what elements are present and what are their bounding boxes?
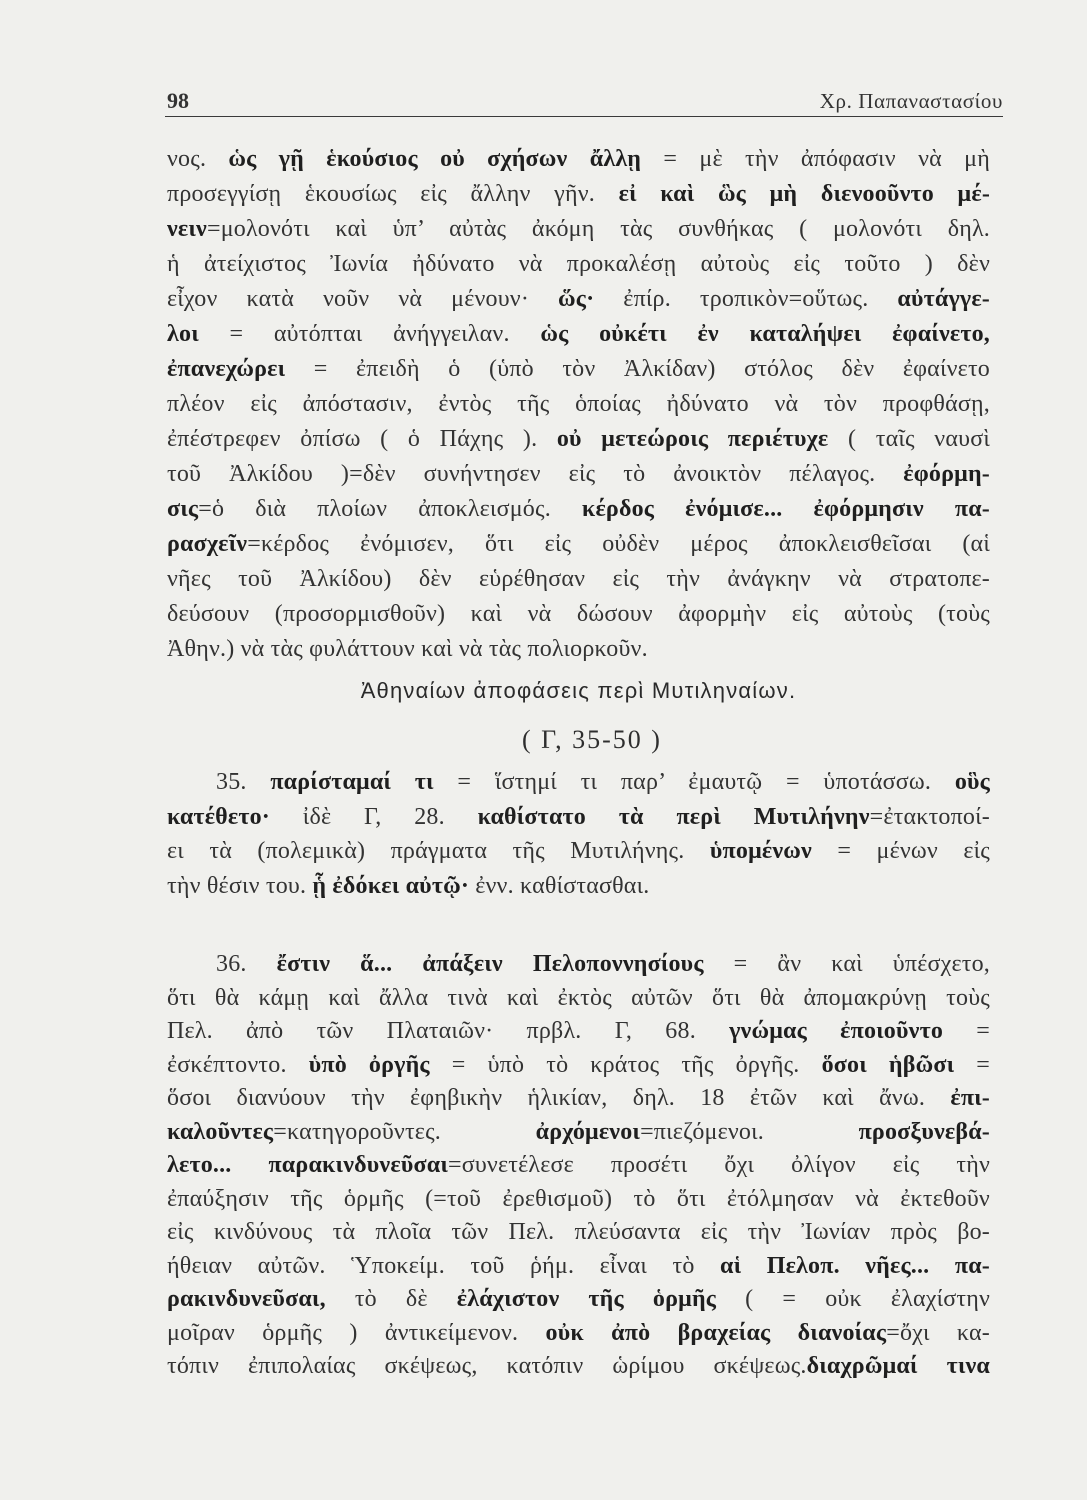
text-line bbox=[167, 492, 990, 527]
lemma-text: ρασχεῖν bbox=[167, 531, 248, 557]
lemma-text: λετο... παρακινδυνεῦσαι bbox=[167, 1152, 448, 1178]
lemma-text: γνώμας ἐποιοῦντο bbox=[729, 1018, 944, 1044]
gloss-text: Ἀθην.) νὰ τὰς φυλάττουν καὶ νὰ τὰς πολιορκοῦν. bbox=[167, 636, 648, 662]
gloss-text: = bbox=[943, 1018, 990, 1044]
gloss-text: τὴν θέσιν του. bbox=[167, 873, 313, 900]
lemma-text: ρακινδυνεῦσαι, bbox=[167, 1286, 326, 1312]
gloss-text: νῆες τοῦ Ἀλκίδου) δὲν εὑρέθησαν εἰς τὴν ἀνάγκην νὰ στρατοπε- bbox=[167, 566, 990, 592]
text-line bbox=[167, 948, 990, 982]
text-line bbox=[167, 1350, 990, 1384]
gloss-text: ἐσκέπτοντο. bbox=[167, 1051, 309, 1078]
gloss-text: ( = οὐκ ἐλαχίστην bbox=[716, 1286, 990, 1312]
gloss-text: ὅσοι διανύουν τὴν ἐφηβικὴν ἡλικίαν, δηλ. 18 ἐτῶν καὶ ἄνω. bbox=[167, 1085, 951, 1111]
gloss-text: ἡ ἀτείχιστος Ἰωνία ἠδύνατο νὰ προκαλέσῃ αὐτοὺς εἰς τοῦτο ) δὲν bbox=[167, 251, 990, 277]
page-number: 98 bbox=[167, 88, 189, 113]
text-line bbox=[167, 142, 990, 177]
gloss-text: ἰδὲ Γ, 28. bbox=[270, 803, 478, 830]
lemma-text: σις bbox=[167, 496, 199, 522]
text-line bbox=[167, 765, 990, 800]
gloss-text: =πιεζόμενοι. bbox=[640, 1118, 859, 1145]
gloss-text: μοῖραν ὁρμῆς ) ἀντικείμενον. bbox=[167, 1319, 546, 1346]
text-line bbox=[167, 1049, 990, 1083]
lemma-text: ὑπὸ ὀργῆς bbox=[308, 1051, 430, 1078]
gloss-text: νος. bbox=[167, 146, 229, 172]
gloss-text: 35. bbox=[216, 769, 271, 795]
text-line bbox=[167, 1082, 990, 1116]
lemma-text: οὐ μετεώροις περιέτυχε bbox=[556, 426, 829, 452]
text-line bbox=[167, 457, 990, 492]
text-line bbox=[167, 527, 990, 562]
gloss-text: ( ταῖς ναυσὶ bbox=[828, 426, 990, 452]
lemma-text: ἐφόρμη- bbox=[903, 461, 990, 487]
gloss-text: =μολονότι καὶ ὑπ’ αὐτὰς ἀκόμη τὰς συνθήκας ( μολονότι δηλ. bbox=[206, 216, 990, 242]
lemma-text: ὑπομένων bbox=[709, 838, 812, 865]
section-reference: ( Γ, 35-50 ) bbox=[522, 725, 662, 754]
text-line bbox=[167, 1015, 990, 1049]
lemma-text: αἱ Πελοπ. νῆες... πα- bbox=[720, 1252, 990, 1279]
commentary-paragraph-35 bbox=[167, 765, 990, 904]
commentary-paragraph-continued bbox=[167, 142, 990, 667]
gloss-text: = αὐτόπται ἀνήγγειλαν. bbox=[198, 321, 541, 347]
gloss-text: ἐπαύξησιν τῆς ὁρμῆς (=τοῦ ἐρεθισμοῦ) τὸ ὅτι ἐτόλμησαν νὰ ἐκτεθοῦν bbox=[167, 1185, 990, 1212]
lemma-text: ὡς γῇ ἑκούσιος οὐ σχήσων ἄλλῃ bbox=[228, 146, 642, 172]
text-line bbox=[167, 317, 990, 352]
lemma-text: ἀρχόμενοι bbox=[535, 1118, 641, 1145]
text-line bbox=[167, 982, 990, 1016]
lemma-text: νειν bbox=[167, 216, 207, 242]
gloss-text: 36. bbox=[216, 951, 277, 977]
lemma-text: καθίστατο τὰ περὶ Μυτιλήνην bbox=[477, 803, 870, 830]
gloss-text: = ἂν καὶ ὑπέσχετο, bbox=[703, 951, 990, 977]
gloss-text: ἐπίρ. τροπικὸν=οὕτως. bbox=[594, 286, 898, 312]
text-line bbox=[167, 597, 990, 632]
lemma-text: ἐπανεχώρει bbox=[167, 356, 286, 382]
gloss-text: =ἐτακτοποί- bbox=[869, 803, 990, 830]
gloss-text: δεύσουν (προσορμισθοῦν) καὶ νὰ δώσουν ἀφορμὴν εἰς αὐτοὺς (τοὺς bbox=[167, 601, 990, 627]
gloss-text: τόπιν ἐπιπολαίας σκέψεως, κατόπιν ὡρίμου σκέψεως. bbox=[167, 1353, 807, 1379]
gloss-text: =ὁ διὰ πλοίων ἀποκλεισμός. bbox=[198, 496, 582, 522]
text-line bbox=[167, 352, 990, 387]
page-header bbox=[165, 84, 1003, 117]
lemma-text: ὅσοι ἡβῶσι bbox=[821, 1051, 955, 1078]
lemma-text: ὥς· bbox=[558, 286, 595, 312]
text-line bbox=[167, 800, 990, 835]
section-heading: Ἀθηναίων ἀποφάσεις περὶ Μυτιληναίων. bbox=[360, 678, 797, 703]
text-line bbox=[167, 212, 990, 247]
text-line bbox=[167, 1183, 990, 1217]
text-line bbox=[167, 1317, 990, 1351]
text-line bbox=[167, 422, 990, 457]
lemma-text: οὐκ ἀπὸ βραχείας διανοίας bbox=[545, 1319, 887, 1346]
gloss-text: = ἵστημί τι παρ’ ἐμαυτῷ = ὑποτάσσω. bbox=[433, 769, 955, 795]
gloss-text: εἰς κινδύνους τὰ πλοῖα τῶν Πελ. πλεύσαντα εἰς τὴν Ἰωνίαν πρὸς βο- bbox=[167, 1219, 990, 1245]
gloss-text: = ὑπὸ τὸ κράτος τῆς ὀργῆς. bbox=[429, 1051, 822, 1078]
gloss-text: τὸ δὲ bbox=[325, 1286, 457, 1312]
gloss-text: ἐπέστρεφεν ὀπίσω ( ὁ Πάχης ). bbox=[167, 426, 557, 452]
gloss-text: τοῦ Ἀλκίδου )=δὲν συνήντησεν εἰς τὸ ἀνοικτὸν πέλαγος. bbox=[167, 461, 904, 487]
lemma-text: αὐτάγγε- bbox=[897, 286, 990, 312]
text-line bbox=[167, 1283, 990, 1317]
gloss-text: =κατηγοροῦντες. bbox=[273, 1118, 536, 1145]
gloss-text: =κέρδος ἐνόμισεν, ὅτι εἰς οὐδὲν μέρος ἀποκλεισθεῖσαι (αἱ bbox=[247, 531, 990, 557]
gloss-text: εἶχον κατὰ νοῦν νὰ μένουν· bbox=[167, 286, 559, 312]
gloss-text: =ὄχι κα- bbox=[886, 1319, 990, 1346]
running-head-author: Χρ. Παπαναστασίου bbox=[819, 89, 1003, 113]
text-line bbox=[167, 834, 990, 869]
lemma-text: διαχρῶμαί τινα bbox=[806, 1353, 990, 1379]
text-line bbox=[167, 1250, 990, 1284]
text-line bbox=[167, 1116, 990, 1150]
gloss-text: Πελ. ἀπὸ τῶν Πλαταιῶν· πρβλ. Γ, 68. bbox=[167, 1018, 730, 1044]
lemma-text: ἐλάχιστον τῆς ὁρμῆς bbox=[456, 1286, 717, 1312]
commentary-paragraph-36 bbox=[167, 948, 990, 1384]
text-line bbox=[167, 1149, 990, 1183]
lemma-text: ἔστιν ἅ... ἀπάξειν Πελοποννησίους bbox=[276, 951, 704, 977]
gloss-text: = μὲ τὴν ἀπόφασιν νὰ μὴ bbox=[641, 146, 990, 172]
text-line bbox=[167, 282, 990, 317]
text-line bbox=[167, 387, 990, 422]
lemma-text: ᾗ ἐδόκει αὐτῷ· bbox=[312, 873, 470, 900]
text-line bbox=[167, 177, 990, 212]
text-line bbox=[167, 869, 990, 904]
lemma-text: ἐπι- bbox=[950, 1085, 990, 1111]
lemma-text: οὓς bbox=[954, 769, 990, 795]
gloss-text: ἐνν. καθίστασθαι. bbox=[469, 873, 650, 900]
lemma-text: κέρδος ἐνόμισε... ἐφόρμησιν πα- bbox=[581, 496, 990, 522]
lemma-text: προσξυνεβά- bbox=[858, 1118, 990, 1145]
text-line bbox=[167, 632, 990, 667]
lemma-text: κατέθετο· bbox=[167, 803, 270, 830]
gloss-text: ὅτι θὰ κάμῃ καὶ ἄλλα τινὰ καὶ ἐκτὸς αὐτῶν ὅτι θὰ ἀπομακρύνῃ τοὺς bbox=[167, 984, 990, 1011]
gloss-text: προσεγγίσῃ ἑκουσίως εἰς ἄλλην γῆν. bbox=[167, 181, 619, 207]
gloss-text: = ἐπειδὴ ὁ (ὑπὸ τὸν Ἀλκίδαν) στόλος δὲν ἐφαίνετο bbox=[285, 356, 990, 382]
lemma-text: ὡς οὐκέτι ἐν καταλήψει ἐφαίνετο, bbox=[540, 321, 990, 347]
lemma-text: παρίσταμαί τι bbox=[270, 769, 434, 795]
gloss-text: = bbox=[954, 1051, 990, 1078]
gloss-text: πλέον εἰς ἀπόστασιν, ἐντὸς τῆς ὁποίας ἠδύνατο νὰ τὸν προφθάσῃ, bbox=[167, 391, 990, 417]
lemma-text: εἰ καὶ ὣς μὴ διενοοῦντο μέ- bbox=[618, 181, 990, 207]
gloss-text: = μένων εἰς bbox=[811, 838, 990, 865]
text-line bbox=[167, 562, 990, 597]
text-line bbox=[167, 247, 990, 282]
gloss-text: =συνετέλεσε προσέτι ὄχι ὀλίγον εἰς τὴν bbox=[447, 1152, 990, 1178]
gloss-text: ει τὰ (πολεμικὰ) πράγματα τῆς Μυτιλήνης. bbox=[167, 838, 710, 865]
lemma-text: λοι bbox=[167, 321, 199, 347]
gloss-text: ήθειαν αὐτῶν. Ὑποκείμ. τοῦ ῥήμ. εἶναι τὸ bbox=[167, 1252, 721, 1279]
lemma-text: καλοῦντες bbox=[167, 1118, 274, 1145]
text-line bbox=[167, 1216, 990, 1250]
